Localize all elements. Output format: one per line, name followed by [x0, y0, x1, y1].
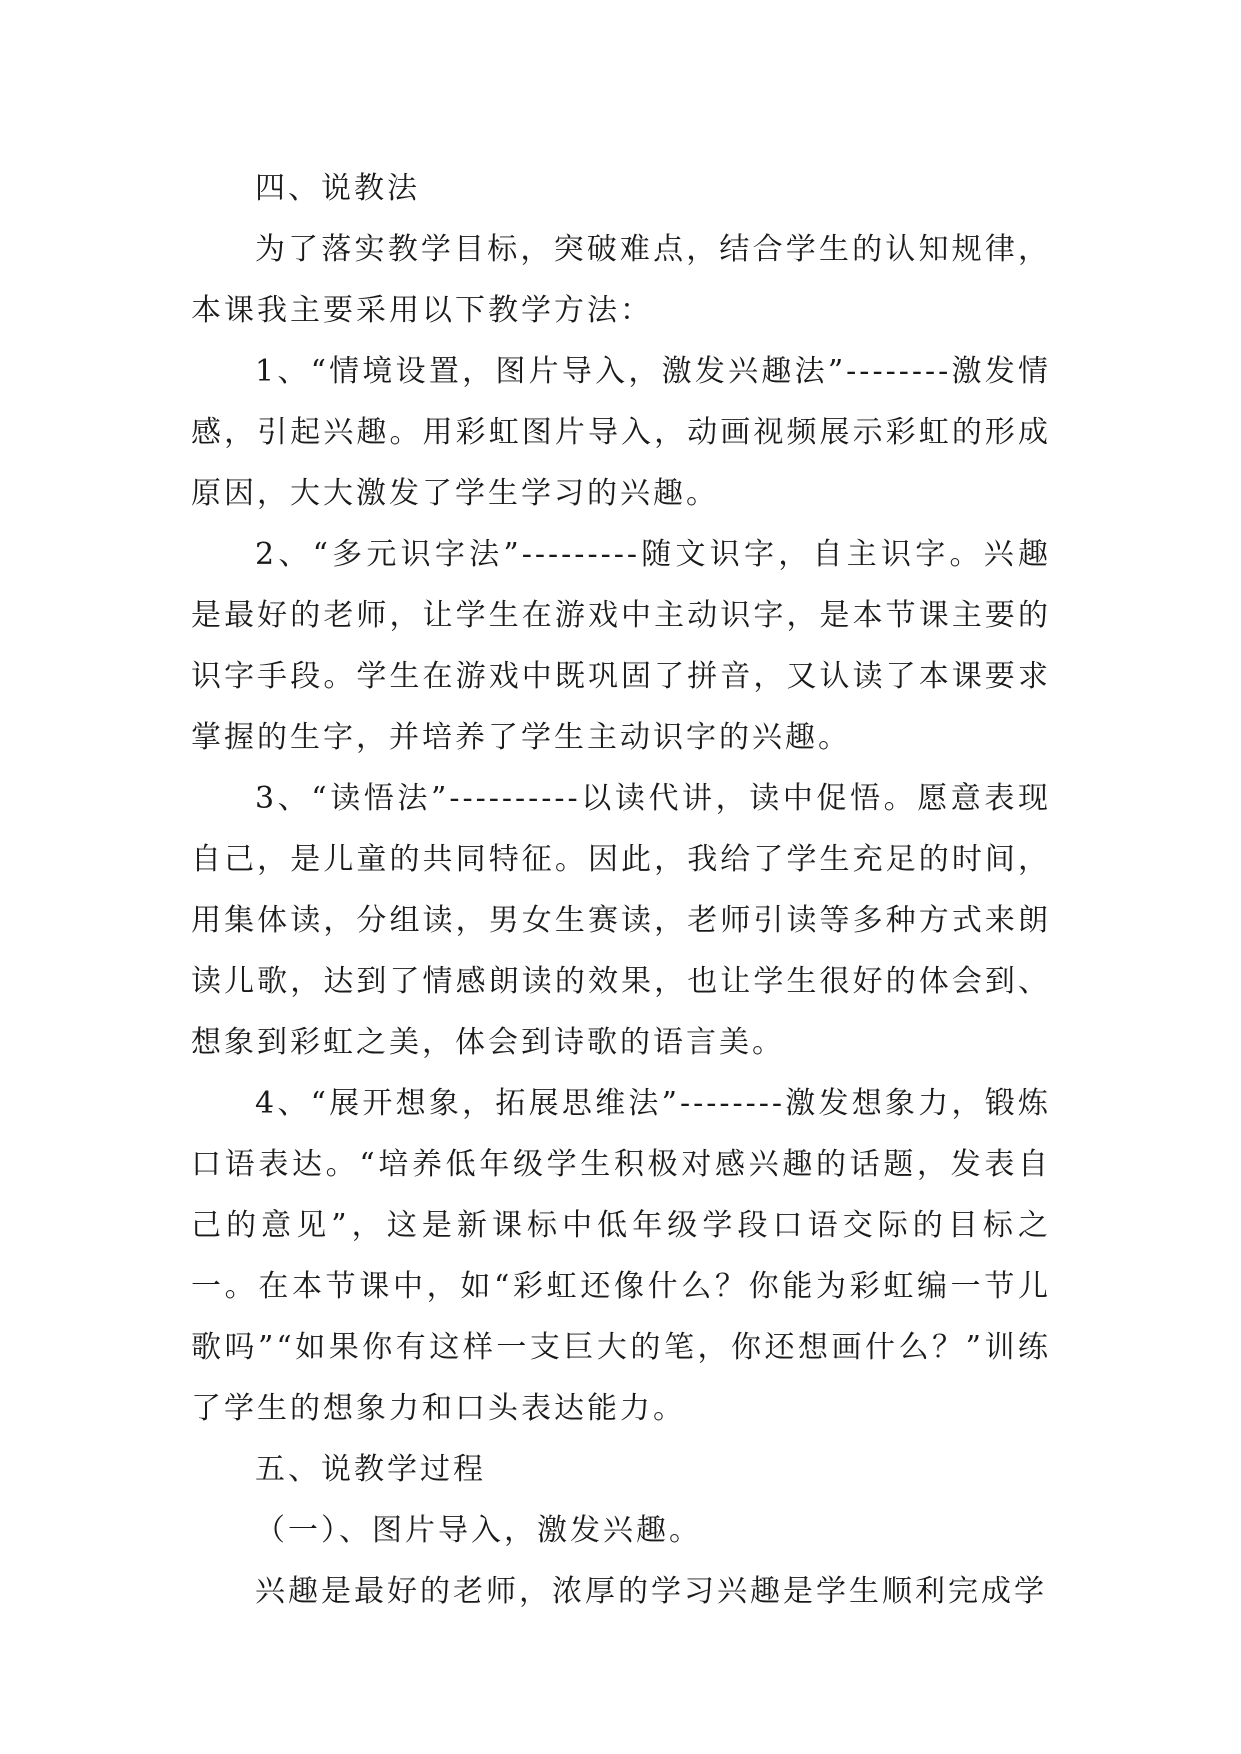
paragraph-method-3: 3、“读悟法”----------以读代讲，读中促悟。愿意表现自己，是儿童的共同特征。因此，我给了学生充足的时间，用集体读，分组读，男女生赛读，老师引读等多种方式来朗读儿歌，达到了情感朗读的效果，也让学生很好的体会到、想象到彩虹之美，体会到诗歌的语言美。 [191, 781, 1051, 1060]
section-heading-teaching-methods: 四、说教法 [255, 171, 420, 206]
paragraph-intro: 为了落实教学目标，突破难点，结合学生的认知规律，本课我主要采用以下教学方法： [191, 232, 1051, 328]
paragraph-method-4: 4、“展开想象，拓展思维法”--------激发想象力，锻炼口语表达。“培养低年级学生积极对感兴趣的话题，发表自己的意见”，这是新课标中低年级学段口语交际的目标之一。在本节课中，如“彩虹还像什么？你能为彩虹编一节儿歌吗”“如果你有这样一支巨大的笔，你还想画什么？”训练了学生的想象力和口头表达能力。 [191, 1086, 1051, 1426]
paragraph-method-2: 2、“多元识字法”---------随文识字，自主识字。兴趣是最好的老师，让学生在游戏中主动识字，是本节课主要的识字手段。学生在游戏中既巩固了拼音，又认读了本课要求掌握的生字，并培养了学生主动识字的兴趣。 [191, 537, 1051, 755]
paragraph-method-1: 1、“情境设置，图片导入，激发兴趣法”--------激发情感，引起兴趣。用彩虹图片导入，动画视频展示彩虹的形成原因，大大激发了学生学习的兴趣。 [191, 354, 1051, 511]
section-heading-teaching-process: 五、说教学过程 [255, 1452, 486, 1487]
paragraph-interest: 兴趣是最好的老师，浓厚的学习兴趣是学生顺利完成学 [255, 1574, 1047, 1609]
document-body [191, 158, 1051, 1622]
subsection-heading-image-intro: （一）、图片导入，激发兴趣。 [255, 1513, 702, 1548]
